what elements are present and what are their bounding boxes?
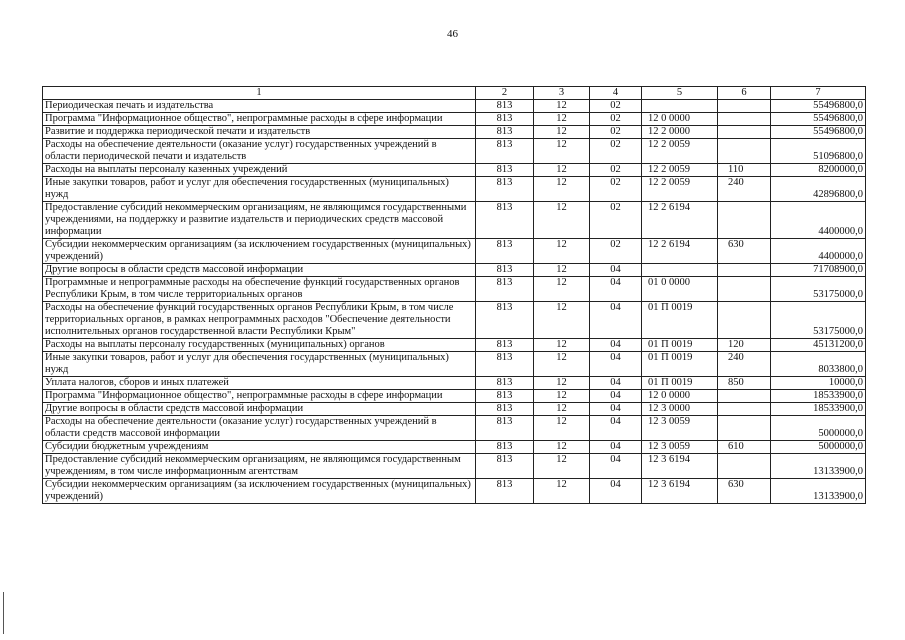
row-amount: 10000,0 <box>771 377 866 390</box>
row-description: Иные закупки товаров, работ и услуг для обеспечения государственных (муниципальных) нужд <box>43 352 476 377</box>
row-amount: 13133900,0 <box>771 454 866 479</box>
row-expense-type-code <box>718 113 771 126</box>
row-section-code: 12 <box>534 126 590 139</box>
row-subsection-code: 02 <box>590 164 642 177</box>
table-row <box>43 454 866 479</box>
row-description: Иные закупки товаров, работ и услуг для обеспечения государственных (муниципальных) нужд <box>43 177 476 202</box>
row-target-article-code: 01 П 0019 <box>642 339 718 352</box>
row-section-code: 12 <box>534 403 590 416</box>
row-subsection-code: 04 <box>590 339 642 352</box>
row-description: Другие вопросы в области средств массовой информации <box>43 403 476 416</box>
row-section-code: 12 <box>534 416 590 441</box>
row-ministry-code: 813 <box>476 416 534 441</box>
row-section-code: 12 <box>534 202 590 239</box>
row-description: Расходы на выплаты персоналу казенных учреждений <box>43 164 476 177</box>
row-amount: 55496800,0 <box>771 100 866 113</box>
row-subsection-code: 02 <box>590 113 642 126</box>
row-subsection-code: 04 <box>590 441 642 454</box>
row-section-code: 12 <box>534 441 590 454</box>
row-amount: 45131200,0 <box>771 339 866 352</box>
row-description: Другие вопросы в области средств массовой информации <box>43 264 476 277</box>
table-row <box>43 239 866 264</box>
row-ministry-code: 813 <box>476 339 534 352</box>
header-cell: 2 <box>476 87 534 100</box>
row-ministry-code: 813 <box>476 177 534 202</box>
row-amount: 4400000,0 <box>771 239 866 264</box>
table-row <box>43 416 866 441</box>
row-amount: 55496800,0 <box>771 113 866 126</box>
row-amount: 71708900,0 <box>771 264 866 277</box>
row-ministry-code: 813 <box>476 113 534 126</box>
row-target-article-code: 12 0 0000 <box>642 390 718 403</box>
row-expense-type-code: 630 <box>718 479 771 504</box>
row-amount: 51096800,0 <box>771 139 866 164</box>
row-expense-type-code: 610 <box>718 441 771 454</box>
table-row <box>43 403 866 416</box>
row-subsection-code: 04 <box>590 264 642 277</box>
row-target-article-code <box>642 100 718 113</box>
row-amount: 5000000,0 <box>771 441 866 454</box>
row-target-article-code: 12 2 0000 <box>642 126 718 139</box>
row-section-code: 12 <box>534 177 590 202</box>
row-description: Расходы на выплаты персоналу государственных (муниципальных) органов <box>43 339 476 352</box>
row-expense-type-code: 630 <box>718 239 771 264</box>
table-row <box>43 479 866 504</box>
table-header-row <box>43 87 866 100</box>
row-expense-type-code <box>718 302 771 339</box>
row-section-code: 12 <box>534 339 590 352</box>
row-expense-type-code <box>718 390 771 403</box>
row-amount: 4400000,0 <box>771 202 866 239</box>
row-description: Предоставление субсидий некоммерческим организациям, не являющимся государственным учреждениям, в том числе информационным агентствам <box>43 454 476 479</box>
table-row <box>43 302 866 339</box>
row-expense-type-code <box>718 139 771 164</box>
row-amount: 42896800,0 <box>771 177 866 202</box>
row-section-code: 12 <box>534 164 590 177</box>
row-section-code: 12 <box>534 302 590 339</box>
row-subsection-code: 04 <box>590 277 642 302</box>
page-number: 46 <box>447 28 458 40</box>
row-subsection-code: 02 <box>590 139 642 164</box>
table-row <box>43 377 866 390</box>
row-description: Расходы на обеспечение функций государственных органов Республики Крым, в том числе территориальных органов, в рамках непрограммных расходов "Обеспечение деятельности исполнительных органов государственной власти Республики Крым" <box>43 302 476 339</box>
header-cell: 5 <box>642 87 718 100</box>
row-amount: 53175000,0 <box>771 277 866 302</box>
row-ministry-code: 813 <box>476 139 534 164</box>
row-ministry-code: 813 <box>476 239 534 264</box>
row-ministry-code: 813 <box>476 264 534 277</box>
row-section-code: 12 <box>534 377 590 390</box>
row-description: Программные и непрограммные расходы на обеспечение функций государственных органов Республики Крым, в том числе территориальных органов <box>43 277 476 302</box>
table-row <box>43 100 866 113</box>
row-expense-type-code <box>718 126 771 139</box>
table-row <box>43 339 866 352</box>
row-amount: 8033800,0 <box>771 352 866 377</box>
row-expense-type-code <box>718 277 771 302</box>
row-ministry-code: 813 <box>476 377 534 390</box>
row-ministry-code: 813 <box>476 352 534 377</box>
row-target-article-code: 12 3 6194 <box>642 454 718 479</box>
row-expense-type-code: 240 <box>718 177 771 202</box>
row-subsection-code: 02 <box>590 202 642 239</box>
table-row <box>43 277 866 302</box>
table-row <box>43 177 866 202</box>
row-expense-type-code: 120 <box>718 339 771 352</box>
row-ministry-code: 813 <box>476 126 534 139</box>
row-subsection-code: 04 <box>590 479 642 504</box>
row-target-article-code: 12 2 0059 <box>642 164 718 177</box>
table-row <box>43 202 866 239</box>
row-expense-type-code <box>718 416 771 441</box>
row-subsection-code: 04 <box>590 352 642 377</box>
row-subsection-code: 02 <box>590 126 642 139</box>
row-section-code: 12 <box>534 479 590 504</box>
row-description: Предоставление субсидий некоммерческим организациям, не являющимся государственными учреждениями, на поддержку и развитие издательств и периодических средств массовой информации <box>43 202 476 239</box>
row-expense-type-code <box>718 454 771 479</box>
row-amount: 5000000,0 <box>771 416 866 441</box>
row-subsection-code: 02 <box>590 177 642 202</box>
row-ministry-code: 813 <box>476 479 534 504</box>
row-ministry-code: 813 <box>476 441 534 454</box>
row-section-code: 12 <box>534 139 590 164</box>
row-amount: 55496800,0 <box>771 126 866 139</box>
row-section-code: 12 <box>534 264 590 277</box>
row-target-article-code: 12 2 6194 <box>642 202 718 239</box>
row-ministry-code: 813 <box>476 302 534 339</box>
header-cell: 1 <box>43 87 476 100</box>
row-section-code: 12 <box>534 390 590 403</box>
row-target-article-code: 12 2 0059 <box>642 177 718 202</box>
table-row <box>43 164 866 177</box>
row-expense-type-code <box>718 264 771 277</box>
row-subsection-code: 02 <box>590 100 642 113</box>
table-row <box>43 441 866 454</box>
row-subsection-code: 04 <box>590 377 642 390</box>
row-section-code: 12 <box>534 454 590 479</box>
row-section-code: 12 <box>534 352 590 377</box>
row-target-article-code: 01 П 0019 <box>642 377 718 390</box>
row-target-article-code: 01 П 0019 <box>642 352 718 377</box>
margin-mark <box>3 592 4 634</box>
row-description: Расходы на обеспечение деятельности (оказание услуг) государственных учреждений в области средств массовой информации <box>43 416 476 441</box>
row-description: Уплата налогов, сборов и иных платежей <box>43 377 476 390</box>
table-row <box>43 352 866 377</box>
row-expense-type-code: 110 <box>718 164 771 177</box>
row-expense-type-code <box>718 100 771 113</box>
row-ministry-code: 813 <box>476 202 534 239</box>
row-section-code: 12 <box>534 277 590 302</box>
row-ministry-code: 813 <box>476 390 534 403</box>
table-row <box>43 264 866 277</box>
row-target-article-code: 12 3 0059 <box>642 416 718 441</box>
table-row <box>43 113 866 126</box>
row-subsection-code: 04 <box>590 390 642 403</box>
header-cell: 7 <box>771 87 866 100</box>
row-description: Субсидии некоммерческим организациям (за исключением государственных (муниципальных) учреждений) <box>43 479 476 504</box>
header-cell: 6 <box>718 87 771 100</box>
row-subsection-code: 04 <box>590 403 642 416</box>
row-description: Субсидии некоммерческим организациям (за исключением государственных (муниципальных) учреждений) <box>43 239 476 264</box>
table-row <box>43 139 866 164</box>
row-description: Программа "Информационное общество", непрограммные расходы в сфере информации <box>43 390 476 403</box>
row-description: Расходы на обеспечение деятельности (оказание услуг) государственных учреждений в области периодической печати и издательств <box>43 139 476 164</box>
row-ministry-code: 813 <box>476 454 534 479</box>
row-amount: 18533900,0 <box>771 403 866 416</box>
header-cell: 3 <box>534 87 590 100</box>
row-target-article-code: 12 3 0059 <box>642 441 718 454</box>
row-ministry-code: 813 <box>476 100 534 113</box>
row-expense-type-code <box>718 202 771 239</box>
row-target-article-code: 01 0 0000 <box>642 277 718 302</box>
row-target-article-code <box>642 264 718 277</box>
row-section-code: 12 <box>534 113 590 126</box>
row-description: Периодическая печать и издательства <box>43 100 476 113</box>
table-row <box>43 126 866 139</box>
row-expense-type-code: 240 <box>718 352 771 377</box>
row-amount: 13133900,0 <box>771 479 866 504</box>
row-description: Развитие и поддержка периодической печати и издательств <box>43 126 476 139</box>
row-expense-type-code: 850 <box>718 377 771 390</box>
row-ministry-code: 813 <box>476 403 534 416</box>
row-amount: 8200000,0 <box>771 164 866 177</box>
row-section-code: 12 <box>534 100 590 113</box>
row-ministry-code: 813 <box>476 164 534 177</box>
table-row <box>43 390 866 403</box>
row-amount: 53175000,0 <box>771 302 866 339</box>
row-subsection-code: 04 <box>590 302 642 339</box>
row-ministry-code: 813 <box>476 277 534 302</box>
row-target-article-code: 12 2 6194 <box>642 239 718 264</box>
row-target-article-code: 12 3 6194 <box>642 479 718 504</box>
row-target-article-code: 01 П 0019 <box>642 302 718 339</box>
row-target-article-code: 12 3 0000 <box>642 403 718 416</box>
row-subsection-code: 04 <box>590 416 642 441</box>
row-subsection-code: 02 <box>590 239 642 264</box>
row-target-article-code: 12 2 0059 <box>642 139 718 164</box>
row-description: Программа "Информационное общество", непрограммные расходы в сфере информации <box>43 113 476 126</box>
row-description: Субсидии бюджетным учреждениям <box>43 441 476 454</box>
row-amount: 18533900,0 <box>771 390 866 403</box>
row-section-code: 12 <box>534 239 590 264</box>
row-subsection-code: 04 <box>590 454 642 479</box>
row-expense-type-code <box>718 403 771 416</box>
header-cell: 4 <box>590 87 642 100</box>
row-target-article-code: 12 0 0000 <box>642 113 718 126</box>
budget-table <box>42 86 866 504</box>
